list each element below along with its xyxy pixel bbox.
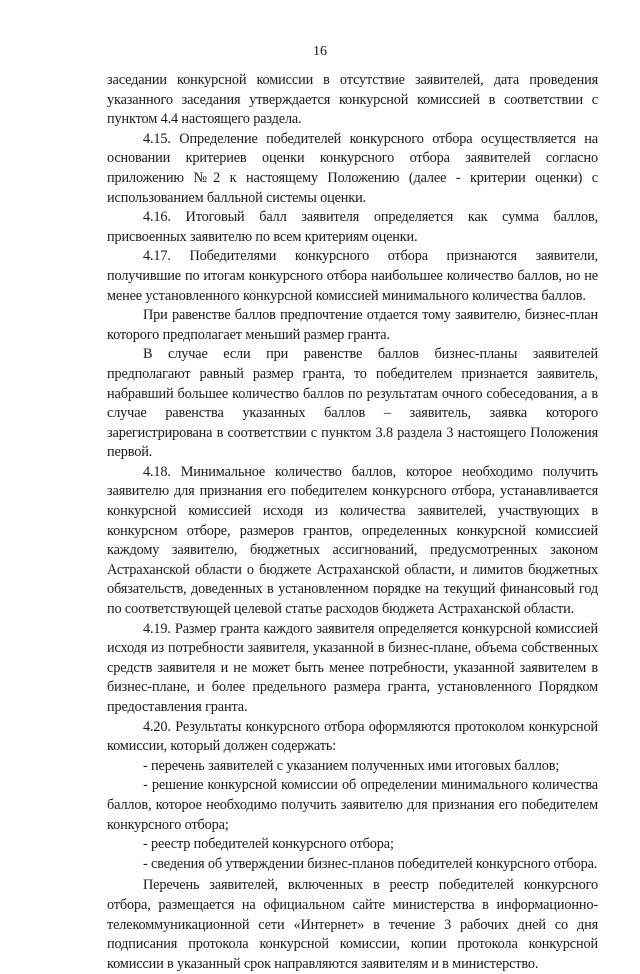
paragraph-4-17: 4.17. Победителями конкурсного отбора признаются заявители, получившие по итогам конкурсного отбора наибольшее количество баллов, но не менее установленного конкурсной комиссией минимального количества баллов. [107, 248, 598, 304]
paragraph-4-19: 4.19. Размер гранта каждого заявителя определяется конкурсной комиссией исходя из потребности заявителя, указанной в бизнес-плане, объема собственных средств заявителя и не может быть менее потребности, указанной заявителем в бизнес-плане, и более предельного размера гранта, установленного Порядком предоставления гранта. [107, 620, 598, 715]
paragraph-equal-points: При равенстве баллов предпочтение отдается тому заявителю, бизнес-план которого предполагает меньший размер гранта. [107, 307, 598, 343]
paragraph-equal-grant: В случае если при равенстве баллов бизнес-планы заявителей предполагают равный размер гранта, то победителем признается заявитель, набравший большее количество баллов по результатам очного собеседования, а в случае равенства указанных баллов – заявитель, заявка которого зарегистрирована в соответствии с пунктом 3.8 раздела 3 настоящего Положения первой. [107, 346, 598, 461]
paragraph-4-18: 4.18. Минимальное количество баллов, которое необходимо получить заявителю для признания его победителем конкурсного отбора, устанавливается конкурсной комиссией исходя из количества заявителей, участвующих в конкурсном отборе, размеров грантов, определенных конкурсной комиссией каждому заявителю, бюджетных ассигнований, предусмотренных законом Астраханской области о бюджете Астраханской области, и лимитов бюджетных обязательств, доведенных в установленном порядке на текущий финансовый год по соответствующей целевой статье расходов бюджета Астраханской области. [107, 463, 598, 618]
list-item-applicants-scores: - перечень заявителей с указанием полученных ими итоговых баллов; [143, 757, 560, 774]
list-item-minimum-points: - решение конкурсной комиссии об определении минимального количества баллов, которое необходимо получить заявителю для признания его победителем конкурсного отбора; [107, 777, 598, 833]
list-item-winners-registry: - реестр победителей конкурсного отбора; [143, 836, 394, 853]
page-number: 16 [313, 44, 327, 59]
document-body [107, 71, 598, 974]
paragraph-4-15: 4.15. Определение победителей конкурсного отбора осуществляется на основании критериев оценки конкурсного отбора заявителей согласно приложению №2 к настоящему Положению (далее - критерии оценки) с использованием балльной системы оценки. [107, 130, 598, 206]
paragraph-4-16: 4.16. Итоговый балл заявителя определяется как сумма баллов, присвоенных заявителю по всем критериям оценки. [107, 209, 598, 245]
paragraph-4-20: 4.20. Результаты конкурсного отбора оформляются протоколом конкурсной комиссии, который должен содержать: [107, 718, 598, 755]
paragraph-publication: Перечень заявителей, включенных в реестр победителей конкурсного отбора, размещается на официальном сайте министерства в информационно-телекоммуникационной сети «Интернет» в течение 3 рабочих дней со дня подписания протокола конкурсной комиссии, копии протокола конкурсной комиссии в указанный срок направляются заявителям и в министерство. [107, 877, 598, 972]
list-item-business-plans: - сведения об утверждении бизнес-планов победителей конкурсного отбора. [143, 855, 598, 872]
paragraph-continuation: заседании конкурсной комиссии в отсутствие заявителей, дата проведения указанного заседания утверждается конкурсной комиссией в соответствии с пунктом 4.4 настоящего раздела. [107, 72, 598, 128]
